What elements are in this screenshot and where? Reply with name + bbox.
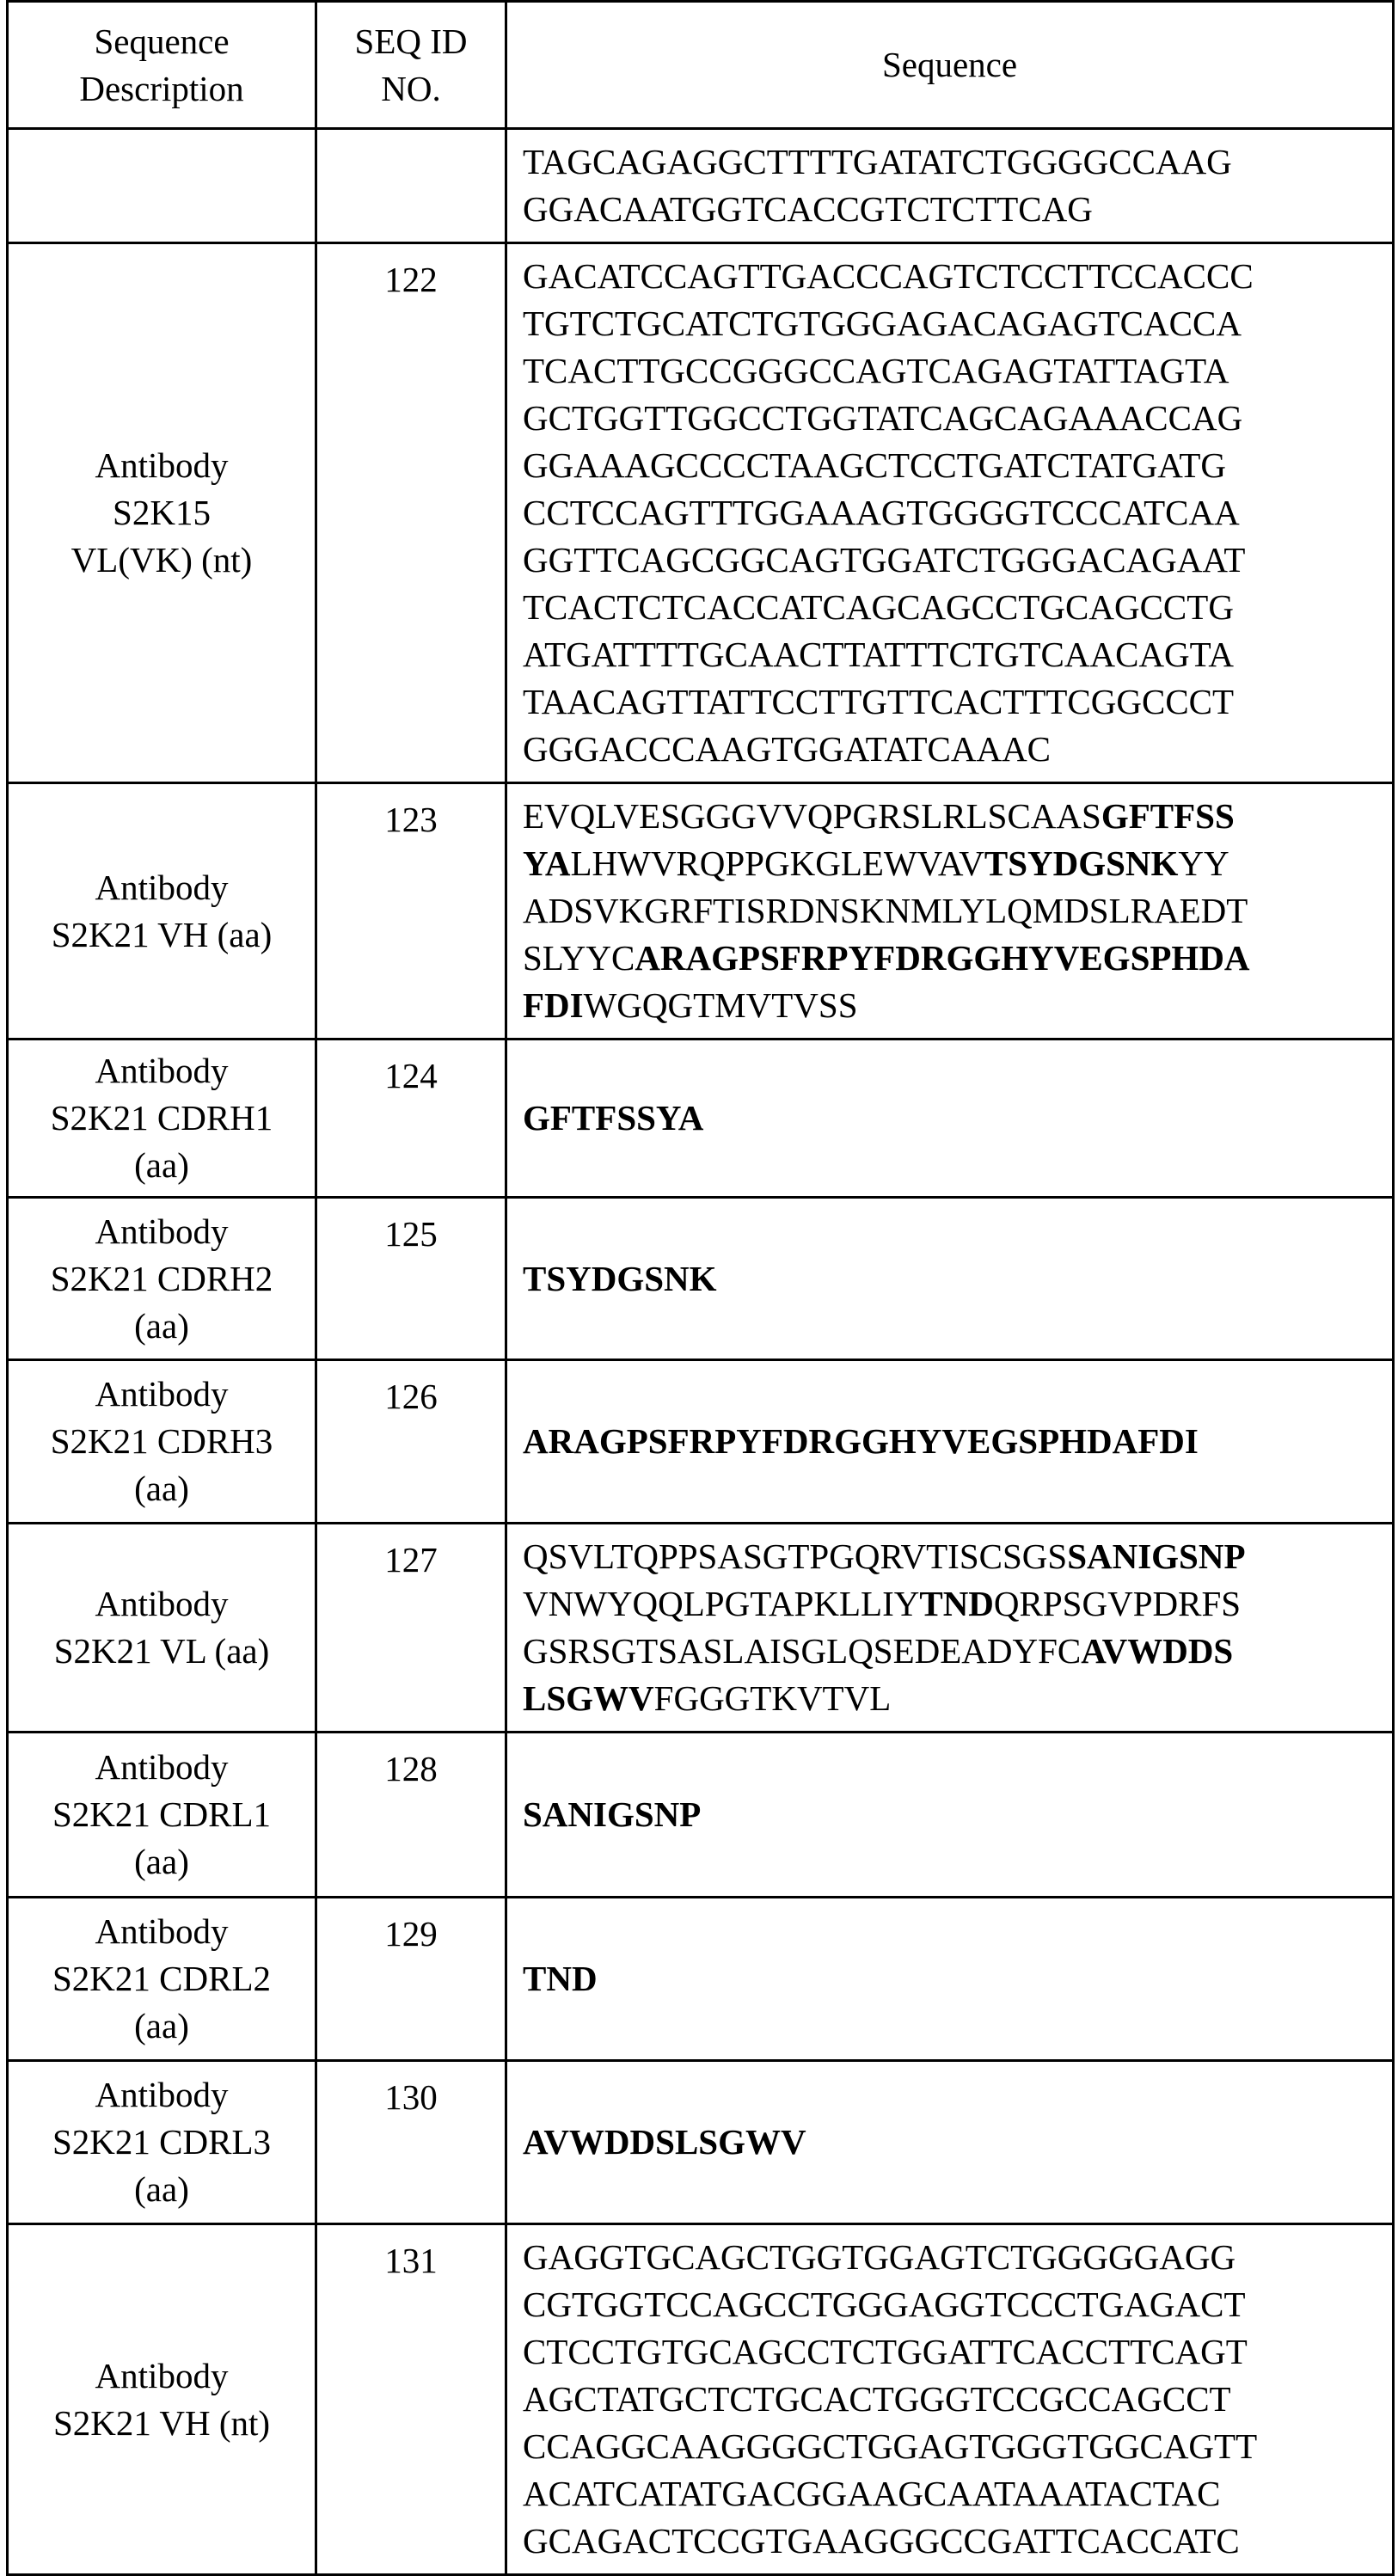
- cdr-segment: AVWDDSLSGWV: [523, 2122, 806, 2162]
- sequence-line: [523, 1791, 1392, 1838]
- sequence-line: [523, 253, 1392, 300]
- sequence-description: [8, 1733, 316, 1898]
- sequence-segment: VNWYQQLPGTAPKLLIY: [523, 1584, 919, 1623]
- description-line: VL(VK) (nt): [9, 537, 315, 584]
- header-seq-id-line: NO.: [317, 65, 505, 113]
- description-line: Antibody: [9, 442, 315, 489]
- description-line: Antibody: [9, 1580, 315, 1628]
- sequence-segment: GGTTCAGCGGCAGTGGATCTGGGACAGAAT: [523, 540, 1245, 580]
- sequence-segment: CTCCTGTGCAGCCTCTGGATTCACCTTCAGT: [523, 2332, 1248, 2371]
- sequence-description: [8, 1360, 316, 1524]
- header-description-line: Description: [9, 65, 315, 113]
- sequence-line: [523, 1095, 1392, 1142]
- sequence-line: [523, 2328, 1392, 2376]
- table-row: [8, 1360, 1394, 1524]
- sequence-segment: GSRSGTSASLAISGLQSEDEADYFC: [523, 1631, 1081, 1671]
- table-row: [8, 243, 1394, 783]
- cdr-segment: AVWDDS: [1081, 1631, 1233, 1671]
- sequence-line: [523, 300, 1392, 347]
- description-line: S2K21 VH (nt): [9, 2400, 315, 2447]
- table-row: [8, 1198, 1394, 1360]
- sequence-line: [523, 726, 1392, 773]
- sequence-segment: CGTGGTCCAGCCTGGGAGGTCCCTGAGACT: [523, 2285, 1246, 2324]
- description-line: (aa): [9, 1303, 315, 1350]
- description-line: S2K21 CDRL2: [9, 1955, 315, 2003]
- sequence-description: [8, 783, 316, 1040]
- cdr-segment: TSYDGSNK: [523, 1259, 717, 1298]
- header-seq-id-line: SEQ ID: [317, 18, 505, 65]
- description-line: Antibody: [9, 1208, 315, 1255]
- sequence-line: [523, 2281, 1392, 2328]
- sequence-line: [523, 1628, 1392, 1675]
- table-row: [8, 1524, 1394, 1733]
- header-row: [8, 2, 1394, 129]
- description-line: S2K21 VH (aa): [9, 911, 315, 959]
- cdr-segment: YA: [523, 843, 570, 883]
- description-line: Antibody: [9, 1371, 315, 1418]
- header-description: [8, 2, 316, 129]
- sequence-line: [523, 631, 1392, 678]
- description-line: S2K21 CDRH1: [9, 1095, 315, 1142]
- description-line: Antibody: [9, 1047, 315, 1095]
- sequence: [506, 2061, 1394, 2224]
- sequence-segment: SLYYC: [523, 938, 635, 978]
- description-line: (aa): [9, 2166, 315, 2213]
- table-row: [8, 129, 1394, 243]
- description-line: (aa): [9, 1142, 315, 1189]
- table-row: [8, 1733, 1394, 1898]
- header-seq-id: [316, 2, 506, 129]
- sequence-line: [523, 395, 1392, 442]
- sequence-description: [8, 1040, 316, 1198]
- description-line: Antibody: [9, 864, 315, 911]
- sequence: [506, 1733, 1394, 1898]
- description-line: S2K21 CDRL1: [9, 1791, 315, 1838]
- description-line: S2K15: [9, 489, 315, 537]
- sequence: [506, 1040, 1394, 1198]
- sequence-segment: QRPSGVPDRFS: [994, 1584, 1241, 1623]
- sequence-segment: GCTGGTTGGCCTGGTATCAGCAGAAACCAG: [523, 398, 1242, 438]
- sequence-description: [8, 1524, 316, 1733]
- seq-id: 130: [316, 2061, 506, 2224]
- seq-id: 131: [316, 2224, 506, 2575]
- sequence-segment: ATGATTTTGCAACTTATTTCTGTCAACAGTA: [523, 635, 1234, 674]
- description-line: (aa): [9, 1838, 315, 1886]
- seq-id: 128: [316, 1733, 506, 1898]
- description-line: (aa): [9, 1465, 315, 1512]
- description-line: S2K21 VL (aa): [9, 1628, 315, 1675]
- sequence-line: [523, 584, 1392, 631]
- sequence-segment: AGCTATGCTCTGCACTGGGTCCGCCAGCCT: [523, 2379, 1231, 2419]
- sequence-description: [8, 2224, 316, 2575]
- sequence: [506, 129, 1394, 243]
- table-body: [8, 129, 1394, 2575]
- table-row: [8, 2224, 1394, 2575]
- cdr-segment: LSGWV: [523, 1678, 654, 1718]
- cdr-segment: SANIGSNP: [1067, 1536, 1245, 1576]
- table-row: [8, 2061, 1394, 2224]
- sequence-line: [523, 935, 1392, 982]
- sequence-segment: TAGCAGAGGCTTTTGATATCTGGGGCCAAG: [523, 142, 1232, 181]
- description-line: (aa): [9, 2003, 315, 2050]
- sequence-segment: CCTCCAGTTTGGAAAGTGGGGTCCCATCAA: [523, 493, 1240, 532]
- sequence-line: [523, 1418, 1392, 1465]
- sequence-segment: YY: [1178, 843, 1229, 883]
- sequence-line: [523, 887, 1392, 935]
- description-line: Antibody: [9, 2071, 315, 2119]
- sequence-segment: ACATCATATGACGGAAGCAATAAATACTAC: [523, 2474, 1220, 2513]
- sequence: [506, 1524, 1394, 1733]
- sequence: [506, 783, 1394, 1040]
- sequence-segment: GAGGTGCAGCTGGTGGAGTCTGGGGGAGG: [523, 2237, 1236, 2277]
- sequence-line: [523, 793, 1392, 840]
- cdr-segment: GFTFSSYA: [523, 1098, 703, 1138]
- sequence-line: [523, 442, 1392, 489]
- cdr-segment: TND: [919, 1584, 994, 1623]
- sequence-segment: GGACAATGGTCACCGTCTCTTCAG: [523, 189, 1093, 229]
- description-line: S2K21 CDRH2: [9, 1255, 315, 1303]
- sequence-line: [523, 186, 1392, 233]
- sequence-line: [523, 2423, 1392, 2470]
- sequence-line: [523, 2376, 1392, 2423]
- sequence-segment: TCACTTGCCGGGCCAGTCAGAGTATTAGTA: [523, 351, 1229, 390]
- sequence-description: [8, 129, 316, 243]
- sequence-segment: QSVLTQPPSASGTPGQRVTISCSGS: [523, 1536, 1067, 1576]
- cdr-segment: ARAGPSFRPYFDRGGHYVEGSPHDA: [635, 938, 1249, 978]
- sequence-table: [6, 0, 1395, 2576]
- cdr-segment: ARAGPSFRPYFDRGGHYVEGSPHDAFDI: [523, 1421, 1199, 1461]
- sequence: [506, 2224, 1394, 2575]
- description-line: Antibody: [9, 2352, 315, 2400]
- cdr-segment: TND: [523, 1959, 598, 1998]
- header-sequence: Sequence: [506, 2, 1394, 129]
- seq-id: 129: [316, 1898, 506, 2061]
- seq-id: 122: [316, 243, 506, 783]
- sequence-description: [8, 1898, 316, 2061]
- description-line: Antibody: [9, 1744, 315, 1791]
- cdr-segment: SANIGSNP: [523, 1794, 701, 1834]
- sequence-line: [523, 678, 1392, 726]
- sequence-segment: EVQLVESGGGVVQPGRSLRLSCAAS: [523, 796, 1101, 836]
- sequence-line: [523, 138, 1392, 186]
- sequence-line: [523, 840, 1392, 887]
- sequence-line: [523, 1255, 1392, 1303]
- description-line: S2K21 CDRL3: [9, 2119, 315, 2166]
- sequence-line: [523, 982, 1392, 1029]
- sequence: [506, 1360, 1394, 1524]
- sequence-segment: TGTCTGCATCTGTGGGAGACAGAGTCACCA: [523, 304, 1242, 343]
- sequence-line: [523, 2119, 1392, 2166]
- sequence-description: [8, 1198, 316, 1360]
- seq-id: 126: [316, 1360, 506, 1524]
- seq-id: 125: [316, 1198, 506, 1360]
- sequence-segment: GGAAAGCCCCTAAGCTCCTGATCTATGATG: [523, 445, 1226, 485]
- header-description-line: Sequence: [9, 18, 315, 65]
- sequence-segment: TAACAGTTATTCCTTGTTCACTTTCGGCCCT: [523, 682, 1234, 721]
- seq-id: 123: [316, 783, 506, 1040]
- sequence-description: [8, 2061, 316, 2224]
- table-row: [8, 1898, 1394, 2061]
- sequence: [506, 1198, 1394, 1360]
- sequence: [506, 1898, 1394, 2061]
- sequence-segment: TCACTCTCACCATCAGCAGCCTGCAGCCTG: [523, 587, 1234, 627]
- sequence-line: [523, 347, 1392, 395]
- seq-id: 124: [316, 1040, 506, 1198]
- sequence: [506, 243, 1394, 783]
- table-row: [8, 783, 1394, 1040]
- cdr-segment: FDI: [523, 985, 584, 1025]
- sequence-segment: ADSVKGRFTISRDNSKNMLYLQMDSLRAEDT: [523, 891, 1248, 930]
- description-line: Antibody: [9, 1908, 315, 1955]
- sequence-segment: CCAGGCAAGGGGCTGGAGTGGGTGGCAGTT: [523, 2426, 1257, 2466]
- sequence-line: [523, 1533, 1392, 1580]
- sequence-line: [523, 2234, 1392, 2281]
- description-line: S2K21 CDRH3: [9, 1418, 315, 1465]
- sequence-segment: FGGGTKVTVL: [654, 1678, 892, 1718]
- sequence-segment: GGGACCCAAGTGGATATCAAAC: [523, 729, 1051, 769]
- sequence-segment: GACATCCAGTTGACCCAGTCTCCTTCCACCC: [523, 256, 1254, 296]
- cdr-segment: GFTFSS: [1101, 796, 1235, 836]
- sequence-line: [523, 2518, 1392, 2565]
- sequence-segment: LHWVRQPPGKGLEWVAV: [570, 843, 984, 883]
- sequence-segment: WGQGTMVTVSS: [584, 985, 858, 1025]
- sequence-line: [523, 1580, 1392, 1628]
- sequence-segment: GCAGACTCCGTGAAGGGCCGATTCACCATC: [523, 2521, 1240, 2561]
- sequence-line: [523, 1675, 1392, 1722]
- seq-id: [316, 129, 506, 243]
- sequence-line: [523, 2470, 1392, 2518]
- sequence-line: [523, 1955, 1392, 2003]
- seq-id: 127: [316, 1524, 506, 1733]
- sequence-description: [8, 243, 316, 783]
- cdr-segment: TSYDGSNK: [984, 843, 1179, 883]
- sequence-line: [523, 537, 1392, 584]
- sequence-line: [523, 489, 1392, 537]
- table-row: [8, 1040, 1394, 1198]
